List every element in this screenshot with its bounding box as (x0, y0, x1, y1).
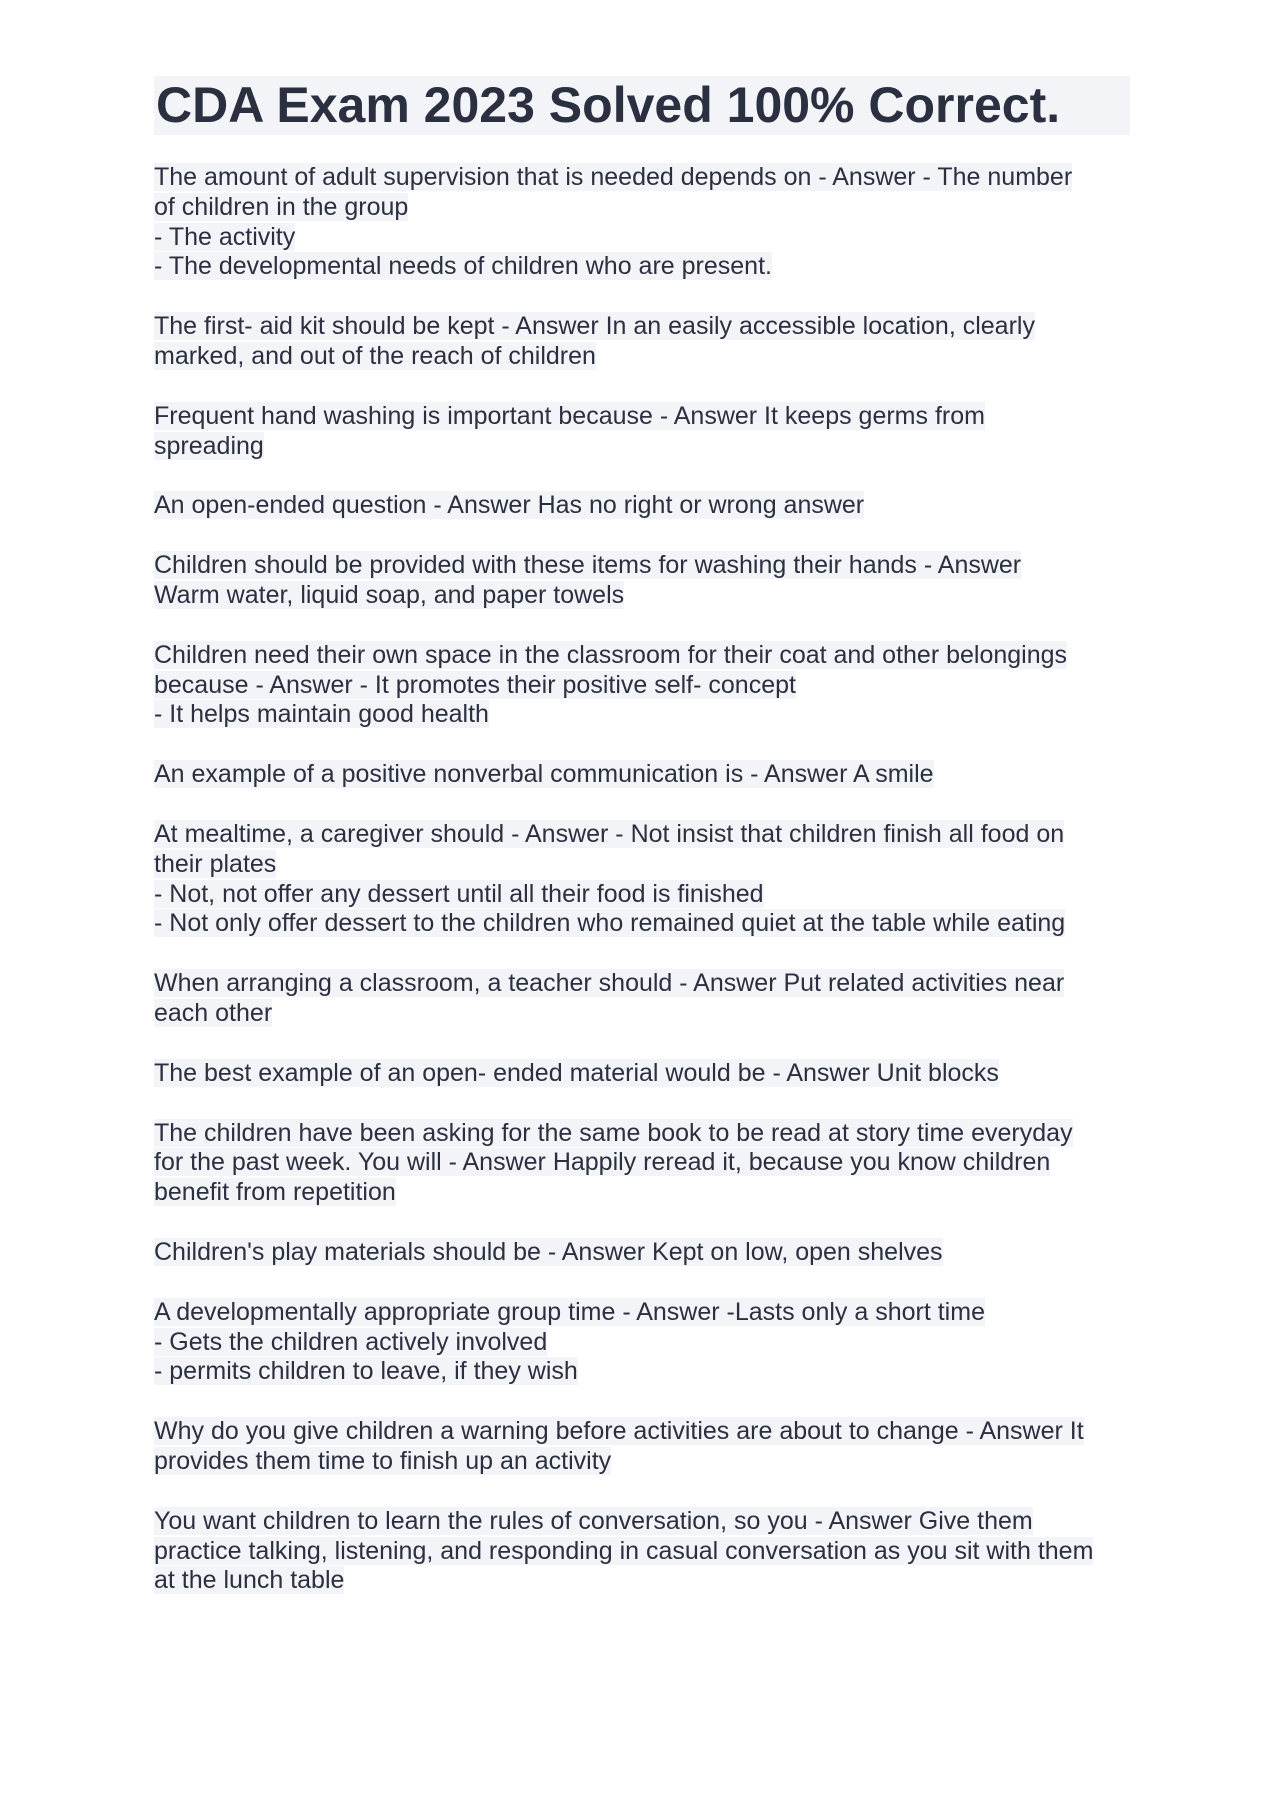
qa-entry (154, 1119, 1130, 1208)
qa-entry (154, 1059, 1130, 1089)
qa-line (154, 1178, 1130, 1208)
qa-entry (154, 641, 1130, 730)
qa-line-text: The children have been asking for the same book to be read at story time everyday (154, 1118, 1073, 1147)
qa-entry (154, 1298, 1130, 1387)
qa-line-text: spreading (154, 431, 264, 460)
qa-line-text: - Gets the children actively involved (154, 1327, 548, 1356)
qa-entry (154, 551, 1130, 611)
qa-line (154, 1298, 1130, 1328)
qa-entry (154, 1507, 1130, 1596)
qa-line-text: The amount of adult supervision that is needed depends on - Answer - The number (154, 163, 1073, 191)
qa-line (154, 850, 1130, 880)
qa-line (154, 312, 1130, 342)
qa-line (154, 342, 1130, 372)
qa-line-text: - It helps maintain good health (154, 700, 489, 729)
qa-line-text: practice talking, listening, and responding in casual conversation as you sit with them (154, 1536, 1094, 1565)
qa-line-text: - Not only offer dessert to the children who remained quiet at the table while eating (154, 909, 1066, 938)
qa-line-text: - The developmental needs of children who are present. (154, 252, 772, 281)
qa-line-text: An open-ended question - Answer Has no right or wrong answer (154, 491, 865, 520)
qa-line-text: An example of a positive nonverbal communication is - Answer A smile (154, 760, 934, 789)
qa-line (154, 1417, 1130, 1447)
qa-entry (154, 760, 1130, 790)
qa-line-text: because - Answer - It promotes their positive self- concept (154, 670, 796, 699)
qa-line (154, 193, 1130, 223)
qa-entry (154, 969, 1130, 1029)
qa-entry (154, 402, 1130, 462)
document-page (154, 76, 1130, 1626)
qa-line (154, 1566, 1130, 1596)
qa-line-text: - Not, not offer any dessert until all their food is finished (154, 879, 764, 908)
qa-line-text: The best example of an open- ended material would be - Answer Unit blocks (154, 1058, 999, 1087)
qa-line-text: Why do you give children a warning before activities are about to change - Answer It (154, 1417, 1084, 1446)
qa-list (154, 163, 1130, 1596)
qa-entry (154, 1417, 1130, 1477)
qa-line (154, 969, 1130, 999)
qa-line (154, 223, 1130, 253)
qa-line (154, 880, 1130, 910)
qa-line (154, 1507, 1130, 1537)
qa-line-text: When arranging a classroom, a teacher should - Answer Put related activities near (154, 969, 1065, 998)
qa-line (154, 999, 1130, 1029)
document-title: CDA Exam 2023 Solved 100% Correct. (154, 76, 1130, 135)
qa-entry (154, 1238, 1130, 1268)
qa-line (154, 760, 1130, 790)
qa-line (154, 820, 1130, 850)
qa-line (154, 700, 1130, 730)
qa-line (154, 1357, 1130, 1387)
qa-line-text: of children in the group (154, 192, 409, 221)
qa-line-text: each other (154, 998, 273, 1027)
qa-line-text: A developmentally appropriate group time - Answer -Lasts only a short time (154, 1297, 985, 1326)
qa-line-text: Frequent hand washing is important because - Answer It keeps germs from (154, 401, 985, 430)
qa-line (154, 1059, 1130, 1089)
qa-line-text: The first- aid kit should be kept - Answer In an easily accessible location, clearly (154, 312, 1035, 341)
qa-line-text: Children's play materials should be - Answer Kept on low, open shelves (154, 1237, 943, 1266)
qa-line-text: At mealtime, a caregiver should - Answer - Not insist that children finish all food on (154, 819, 1065, 848)
qa-entry (154, 312, 1130, 372)
qa-line (154, 252, 1130, 282)
qa-line (154, 1328, 1130, 1358)
qa-line (154, 671, 1130, 701)
qa-line-text: benefit from repetition (154, 1178, 396, 1207)
qa-line (154, 1238, 1130, 1268)
qa-line (154, 1119, 1130, 1149)
qa-entry (154, 163, 1130, 282)
qa-line (154, 491, 1130, 521)
qa-line (154, 551, 1130, 581)
qa-entry (154, 491, 1130, 521)
qa-line-text: Children should be provided with these items for washing their hands - Answer (154, 551, 1022, 580)
qa-line (154, 432, 1130, 462)
qa-line-text: provides them time to finish up an activity (154, 1446, 612, 1475)
qa-line-text: - permits children to leave, if they wish (154, 1357, 578, 1386)
qa-entry (154, 820, 1130, 939)
qa-line-text: for the past week. You will - Answer Happily reread it, because you know children (154, 1148, 1051, 1177)
qa-line-text: at the lunch table (154, 1566, 345, 1595)
qa-line-text: marked, and out of the reach of children (154, 341, 596, 370)
qa-line (154, 402, 1130, 432)
qa-line (154, 1447, 1130, 1477)
qa-line-text: - The activity (154, 222, 296, 251)
qa-line (154, 909, 1130, 939)
qa-line (154, 1537, 1130, 1567)
qa-line (154, 581, 1130, 611)
qa-line (154, 163, 1130, 193)
qa-line-text: You want children to learn the rules of conversation, so you - Answer Give them (154, 1506, 1033, 1535)
qa-line-text: Warm water, liquid soap, and paper towels (154, 580, 625, 609)
qa-line (154, 641, 1130, 671)
qa-line (154, 1148, 1130, 1178)
qa-line-text: Children need their own space in the classroom for their coat and other belongings (154, 640, 1068, 669)
qa-line-text: their plates (154, 849, 277, 878)
